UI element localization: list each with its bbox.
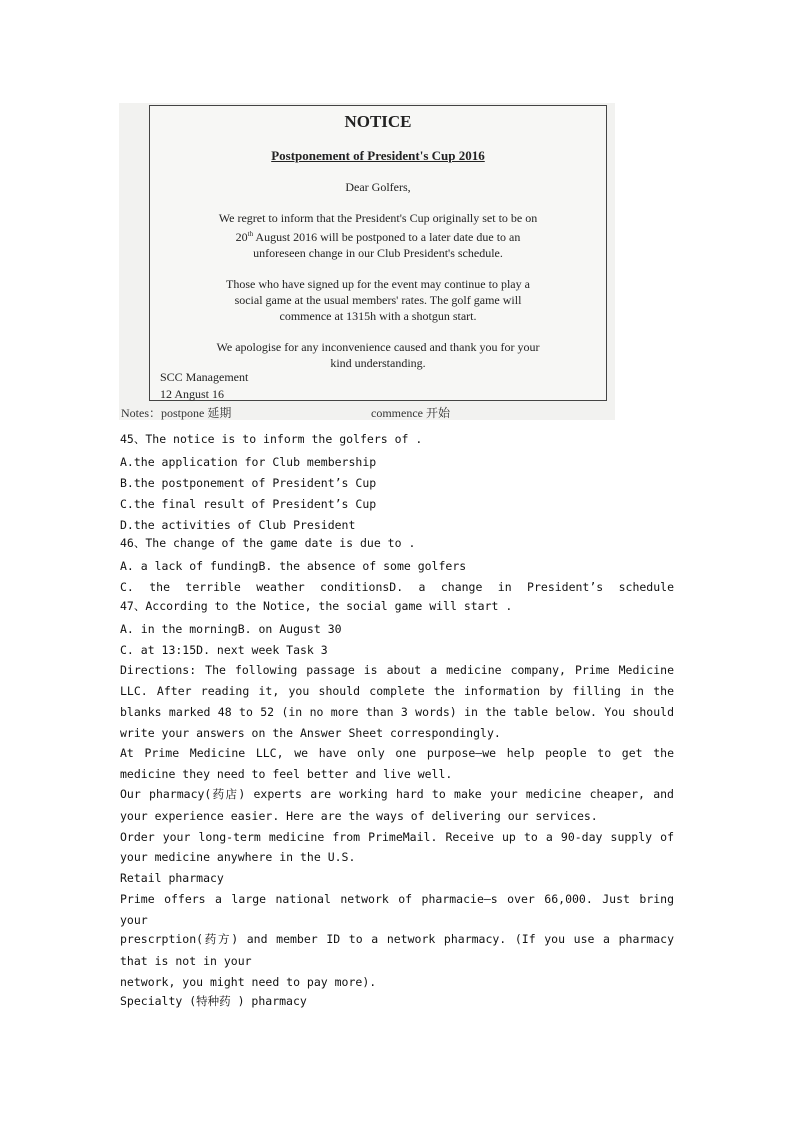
option-45-b: B.the postponement of President’s Cup <box>120 476 377 490</box>
passage-line-11: network, you might need to pay more). <box>120 975 377 989</box>
directions-line-1: Directions: The following passage is about a medicine company, Prime Medicine <box>120 663 674 677</box>
option-45-d: D.the activities of Club President <box>120 518 356 532</box>
heading-retail-pharmacy: Retail pharmacy <box>120 871 224 885</box>
passage-line-4: your experience easier. Here are the ways of delivering our services. <box>120 809 598 823</box>
passage-line-9: prescrption(药方) and member ID to a network pharmacy. (If you use a pharmacy <box>120 932 674 946</box>
passage-line-6: your medicine anywhere in the U.S. <box>120 850 356 864</box>
question-47: 47、According to the Notice, the social game will start . <box>120 599 513 613</box>
notice-notes-right: commence 开始 <box>371 406 450 420</box>
notice-frame <box>149 105 607 401</box>
passage-line-7: Prime offers a large national network of pharmacie—s over 66,000. Just bring <box>120 892 674 906</box>
options-47-cd: C. at 13:15D. next week Task 3 <box>120 643 328 657</box>
options-46-ab: A. a lack of fundingB. the absence of some golfers <box>120 559 467 573</box>
notice-paragraph-2: Those who have signed up for the event may continue to play a social game at the usual members' rates. The golf game will commence at 1315h with a shotgun start. <box>226 277 530 323</box>
option-45-c: C.the final result of President’s Cup <box>120 497 377 511</box>
notice-signature-date: 12 Angust 16 <box>160 387 225 401</box>
passage-line-8: your <box>120 913 148 927</box>
passage-line-5: Order your long-term medicine from PrimeMail. Receive up to a 90-day supply of <box>120 830 674 844</box>
options-46-cd: C. the terrible weather conditionsD. a change in President’s schedule <box>120 580 674 594</box>
question-46: 46、The change of the game date is due to . <box>120 536 416 550</box>
notice-paragraph-3: We apologise for any inconvenience caused and thank you for your kind understanding. <box>216 340 540 370</box>
notice-image <box>119 103 615 420</box>
directions-line-3: blanks marked 48 to 52 (in no more than 3 words) in the table below. You should <box>120 705 674 719</box>
notice-paragraph-1: We regret to inform that the President's Cup originally set to be on 20th August 2016 will be postponed to a later date due to an unforeseen change in our Club President's schedule. <box>218 211 538 260</box>
notice-notes-left: Notes：postpone 延期 <box>121 406 232 420</box>
notice-greeting: Dear Golfers, <box>345 180 411 194</box>
notice-subtitle: Postponement of President's Cup 2016 <box>271 148 485 163</box>
options-47-ab: A. in the morningB. on August 30 <box>120 622 342 636</box>
directions-line-2: LLC. After reading it, you should complete the information by filling in the <box>120 684 674 698</box>
notice-title: NOTICE <box>344 112 412 131</box>
notice-signature-org: SCC Management <box>160 370 249 384</box>
passage-line-2: medicine they need to feel better and live well. <box>120 767 453 781</box>
directions-line-4: write your answers on the Answer Sheet correspondingly. <box>120 726 501 740</box>
option-45-a: A.the application for Club membership <box>120 455 377 469</box>
passage-line-10: that is not in your <box>120 954 252 968</box>
passage-line-3: Our pharmacy(药店) experts are working hard to make your medicine cheaper, and <box>120 787 674 801</box>
question-45: 45、The notice is to inform the golfers of . <box>120 432 423 446</box>
passage-line-1: At Prime Medicine LLC, we have only one purpose—we help people to get the <box>120 746 674 760</box>
heading-specialty-pharmacy: Specialty (特种药 ) pharmacy <box>120 994 307 1008</box>
